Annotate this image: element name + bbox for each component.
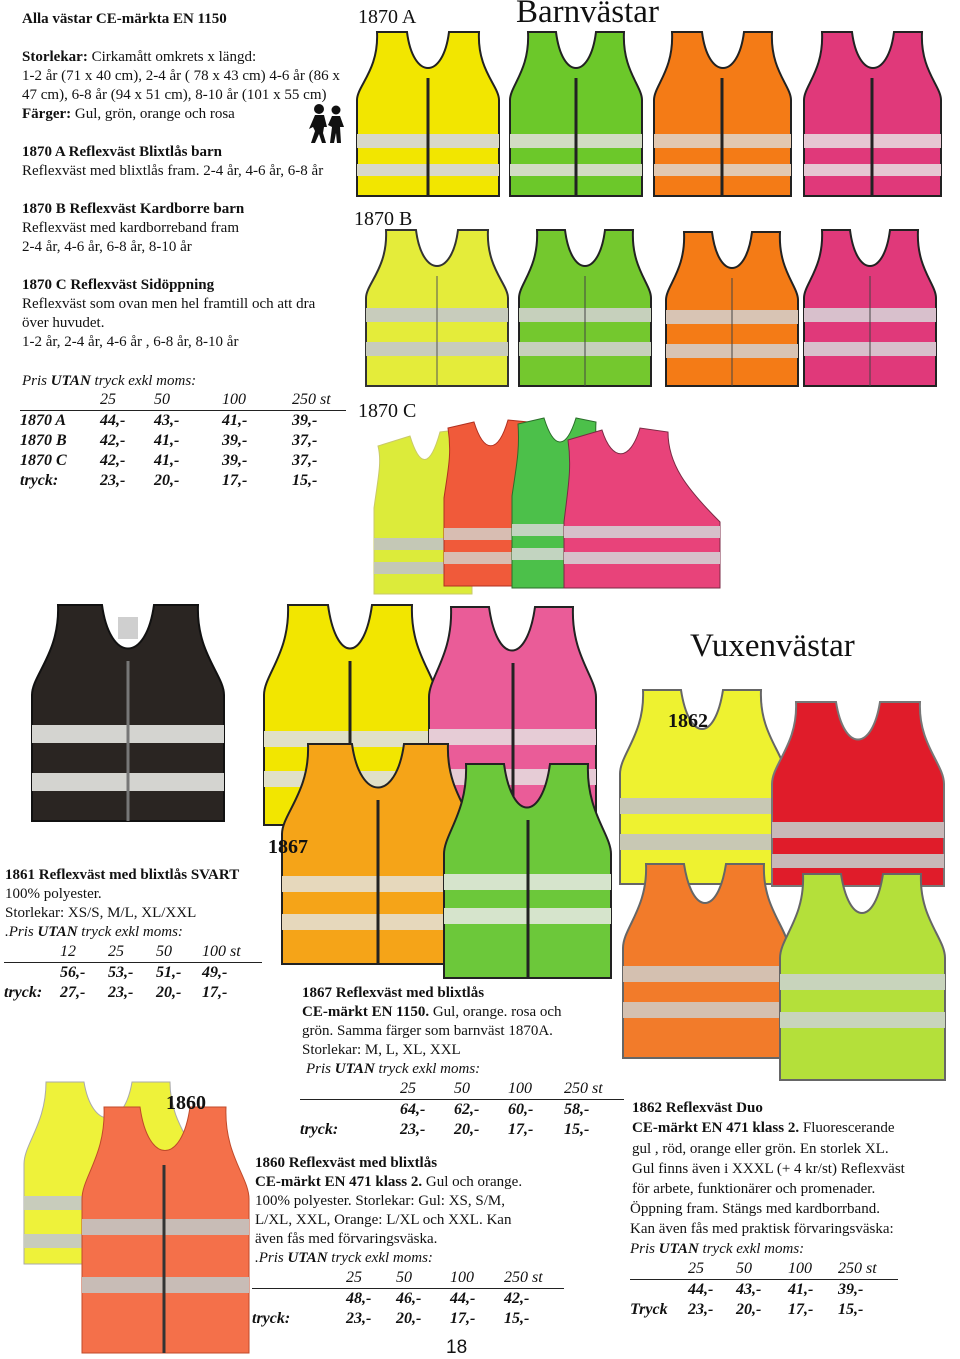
price-header-cell: 25 [688,1259,736,1280]
price-cell: 53,- [108,964,134,981]
price-row-label [4,963,60,984]
p1862-cert-line [632,1119,895,1138]
price-header-spacer [252,1268,346,1289]
price-cell: 46,- [396,1290,422,1307]
price-header-cell: 25 [346,1268,396,1289]
price-cell: 20,- [156,984,182,1001]
price-cell: 41,- [154,452,180,469]
p1861-line2: Storlekar: XS/S, M/L, XL/XXL [5,905,197,921]
price-header-row [4,942,262,963]
price-header-cell: 12 [60,942,108,963]
price-header-row [20,390,346,411]
vest-1870b-yellow [362,228,512,390]
price-cell: 56,- [60,964,86,981]
vest-1862-orange [618,862,793,1062]
price-row [630,1280,898,1301]
colors-label: Färger: [22,106,72,122]
price-header-row [252,1268,564,1289]
price-row [20,451,346,471]
label-1867: 1867 [268,836,308,858]
kids-colors [22,105,235,124]
price-cell: 62,- [454,1101,480,1118]
price-cell: 43,- [736,1281,762,1298]
kids-price-table [20,390,346,491]
price-post: tryck exkl moms: [698,1241,805,1257]
p1862-cert: CE-märkt EN 471 klass 2. [632,1120,800,1136]
price-row [252,1309,564,1329]
vest-1862-green [775,872,950,1084]
p1867-line3: Storlekar: M, L, XL, XXL [302,1042,461,1058]
price-cell: 41,- [788,1281,814,1298]
vest-1870b-pink [800,228,940,390]
price-cell: 23,- [346,1310,372,1327]
price-cell: 42,- [100,432,126,449]
sizes-text: Cirkamått omkrets x längd: [87,49,257,65]
p1862-line4: för arbete, funktionärer och promenader. [632,1181,876,1197]
price-cell: 17,- [450,1310,476,1327]
price-cell: 39,- [838,1281,864,1298]
price-utan: UTAN [287,1250,328,1266]
price-header-cell: 25 [100,390,154,411]
price-row [20,431,346,451]
price-header-cell: 100 [788,1259,838,1280]
label-1870a: 1870 A [358,6,417,28]
p1867-cert-line [302,1003,562,1022]
price-cell: 23,- [108,984,134,1001]
vest-1870a-yellow [353,30,503,200]
vest-1867-green [440,762,615,982]
price-cell: 37,- [292,452,318,469]
price-cell: 17,- [508,1121,534,1138]
price-row [630,1300,898,1320]
price-cell: 23,- [400,1121,426,1138]
price-cell: 39,- [222,432,248,449]
price-row [300,1120,624,1140]
price-row-label: Tryck [630,1301,668,1318]
price-cell: 20,- [736,1301,762,1318]
price-cell: 42,- [100,452,126,469]
price-header-cell: 50 [154,390,222,411]
p1860-price-caption [255,1249,433,1268]
price-row [20,471,346,491]
kids-1870c-desc2: över huvudet. [22,315,105,331]
p1867-cert-rest: Gul, orange. rosa och [429,1004,562,1020]
price-cell: 58,- [564,1101,590,1118]
vest-1870a-green [506,30,646,200]
p1860-cert-rest: Gul och orange. [422,1174,523,1190]
p1860-cert: CE-märkt EN 471 klass 2. [255,1174,423,1190]
price-row-label [630,1280,688,1301]
price-cell: 23,- [688,1301,714,1318]
label-1860: 1860 [166,1092,206,1114]
price-header-row [300,1079,624,1100]
price-row-label: tryck: [4,984,43,1001]
p1862-line2: gul , röd, orange eller grön. En storlek XL. [632,1141,889,1157]
kids-1870c-desc1: Reflexväst som ovan men hel framtill och att dra [22,296,316,312]
price-cell: 44,- [100,412,126,429]
kids-sizes-line2: 1-2 år (71 x 40 cm), 2-4 år ( 78 x 43 cm) 4-6 år (86 x [22,68,340,84]
price-cell: 39,- [292,412,318,429]
p1862-line3: Gul finns även i XXXL (+ 4 kr/st) Reflexväst [632,1161,905,1177]
kids-1870c-desc3: 1-2 år, 2-4 år, 4-6 år , 6-8 år, 8-10 år [22,334,239,350]
price-cell: 20,- [454,1121,480,1138]
price-cell: 27,- [60,984,86,1001]
p1860-line3: L/XL, XXL, Orange: L/XL och XXL. Kan [255,1212,512,1228]
price-post: tryck exkl moms: [90,373,197,389]
kids-1870b-desc2: 2-4 år, 4-6 år, 6-8 år, 8-10 år [22,239,192,255]
price-post: tryck exkl moms: [327,1250,433,1266]
price-row [252,1289,564,1310]
kids-1870a-title: 1870 A Reflexväst Blixtlås barn [22,144,223,160]
p1862-price-table [630,1259,898,1320]
price-row [4,983,262,1003]
vest-1870b-orange [662,230,802,390]
price-header-cell: 250 st [564,1079,624,1100]
price-cell: 37,- [292,432,318,449]
price-cell: 20,- [154,472,180,489]
price-row-label [300,1100,400,1121]
price-cell: 15,- [292,472,318,489]
p1867-title: 1867 Reflexväst med blixtlås [302,985,485,1001]
kids-sizes-line3: 47 cm), 6-8 år (94 x 51 cm), 8-10 år (101 x 55 cm) [22,87,327,103]
kids-1870c-title: 1870 C Reflexväst Sidöppning [22,277,215,293]
kids-1870b-title: 1870 B Reflexväst Kardborre barn [22,201,245,217]
price-pre: Pris [306,1061,335,1077]
price-row-label: 1870 A [20,412,67,429]
price-header-cell: 100 [508,1079,564,1100]
vest-1861-black [28,603,228,825]
price-header-cell: 100 [222,390,292,411]
p1867-line2: grön. Samma färger som barnväst 1870A. [302,1023,553,1039]
kids-price-caption [22,372,196,391]
price-header-cell: 50 [396,1268,450,1289]
colors-text: Gul, grön, orange och rosa [71,106,235,122]
price-utan: UTAN [50,373,91,389]
price-header-cell: 250 st [292,390,346,411]
vuxenvastar-title: Vuxenvästar [690,628,855,664]
price-cell: 15,- [564,1121,590,1138]
price-utan: UTAN [37,924,78,940]
p1861-price-table [4,942,262,1003]
price-cell: 51,- [156,964,182,981]
price-cell: 49,- [202,964,228,981]
price-pre: Pris [630,1241,659,1257]
vest-1870a-pink [800,30,945,200]
price-cell: 48,- [346,1290,372,1307]
p1867-cert: CE-märkt EN 1150. [302,1004,430,1020]
p1860-cert-line [255,1173,522,1192]
price-row [300,1100,624,1121]
price-utan: UTAN [334,1061,375,1077]
p1861-price-caption [5,923,183,942]
price-pre: .Pris [255,1250,288,1266]
price-cell: 39,- [222,452,248,469]
price-header-spacer [300,1079,400,1100]
price-header-cell: 25 [400,1079,454,1100]
price-header-cell: 100 [450,1268,504,1289]
price-header-cell: 100 st [202,942,262,963]
vest-1870c-group [368,418,748,598]
price-row [20,411,346,432]
p1861-title: 1861 Reflexväst med blixtlås SVART [5,867,240,883]
price-cell: 44,- [688,1281,714,1298]
price-row-label: tryck: [252,1310,291,1327]
price-row-label: tryck: [300,1121,339,1138]
kids-heading: Alla västar CE-märkta EN 1150 [22,11,227,27]
price-header-cell: 50 [736,1259,788,1280]
label-1870c: 1870 C [358,400,417,422]
price-header-cell: 25 [108,942,156,963]
price-row [4,963,262,984]
p1862-line6: Kan även fås med praktisk förvaringsväska: [630,1221,894,1237]
price-row-label: tryck: [20,472,59,489]
price-cell: 44,- [450,1290,476,1307]
price-cell: 41,- [222,412,248,429]
p1867-price-table [300,1079,624,1140]
page-number: 18 [446,1337,468,1358]
price-header-cell: 50 [156,942,202,963]
price-header-cell: 50 [454,1079,508,1100]
barnvastar-title: Barnvästar [516,0,659,30]
price-cell: 64,- [400,1101,426,1118]
price-cell: 17,- [222,472,248,489]
children-crossing-icon [306,103,348,145]
price-cell: 15,- [504,1310,530,1327]
p1860-line2: 100% polyester. Storlekar: Gul: XS, S/M, [255,1193,505,1209]
price-pre: Pris [22,373,51,389]
price-row-label: 1870 B [20,432,67,449]
p1860-price-table [252,1268,564,1329]
price-row-label: 1870 C [20,452,67,469]
kids-sizes-line1 [22,48,256,67]
price-header-spacer [20,390,100,411]
vest-1860-orange [78,1105,253,1355]
p1860-title: 1860 Reflexväst med blixtlås [255,1155,438,1171]
sizes-label: Storlekar: [22,49,88,65]
price-header-spacer [630,1259,688,1280]
vest-1870b-green [515,228,655,390]
price-cell: 20,- [396,1310,422,1327]
price-cell: 43,- [154,412,180,429]
p1867-price-caption [306,1060,480,1079]
vest-1870a-orange [650,30,795,200]
price-cell: 42,- [504,1290,530,1307]
price-post: tryck exkl moms: [374,1061,481,1077]
p1862-price-caption [630,1240,804,1259]
label-1870b: 1870 B [354,208,413,230]
price-cell: 15,- [838,1301,864,1318]
p1860-line4: även fås med förvaringsväska. [255,1231,438,1247]
label-1862: 1862 [668,710,708,732]
price-cell: 23,- [100,472,126,489]
p1862-title: 1862 Reflexväst Duo [632,1100,763,1116]
price-cell: 41,- [154,432,180,449]
price-pre: .Pris [5,924,38,940]
vest-1862-red [768,700,948,890]
price-cell: 60,- [508,1101,534,1118]
kids-1870a-desc: Reflexväst med blixtlås fram. 2-4 år, 4-6 år, 6-8 år [22,163,324,179]
price-header-row [630,1259,898,1280]
price-utan: UTAN [658,1241,699,1257]
price-header-cell: 250 st [838,1259,898,1280]
price-post: tryck exkl moms: [77,924,183,940]
price-header-cell: 250 st [504,1268,564,1289]
price-header-spacer [4,942,60,963]
p1862-line5: Öppning fram. Stängs med kardborrband. [630,1201,880,1217]
price-cell: 17,- [202,984,228,1001]
p1861-line1: 100% polyester. [5,886,102,902]
kids-1870b-desc1: Reflexväst med kardborreband fram [22,220,239,236]
p1862-cert-rest: Fluorescerande [799,1120,895,1136]
price-row-label [252,1289,346,1310]
price-cell: 17,- [788,1301,814,1318]
